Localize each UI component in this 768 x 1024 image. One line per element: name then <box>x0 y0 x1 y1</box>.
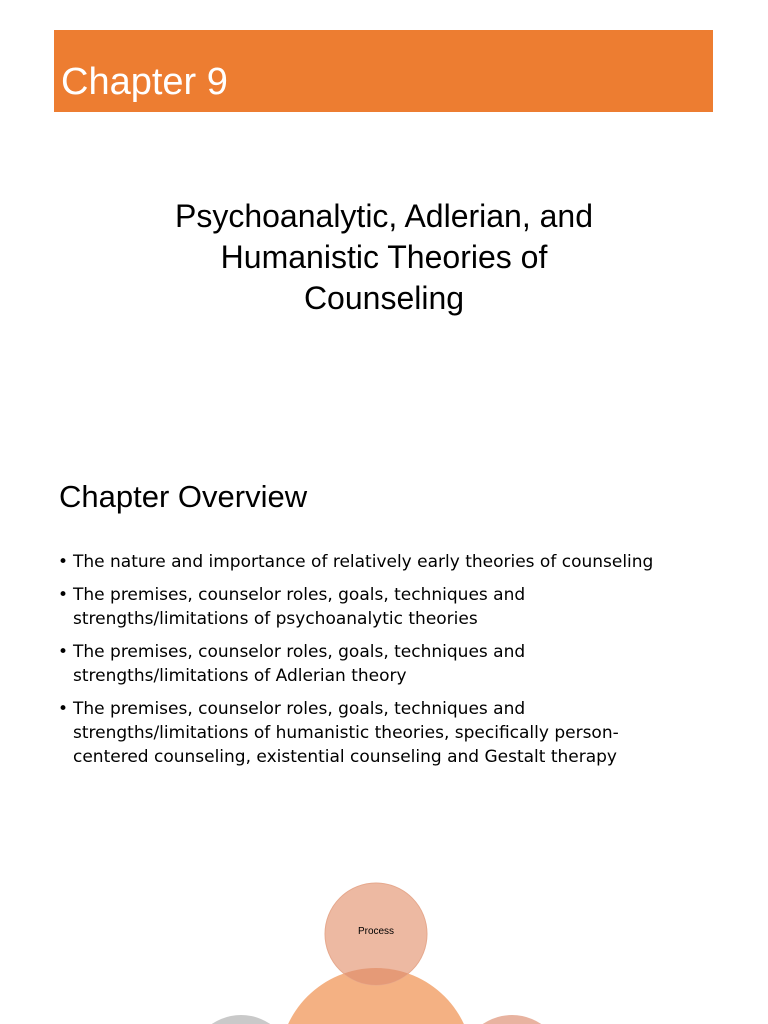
process-diagram <box>0 860 768 1024</box>
subtitle-line: Counseling <box>303 280 465 316</box>
bullet-icon: • <box>58 585 69 605</box>
bullet-icon: • <box>58 642 69 662</box>
right-circle <box>460 1015 564 1024</box>
list-item <box>58 583 718 631</box>
bullet-text: The nature and importance of relatively early theories of counseling <box>73 552 654 572</box>
bullet-text: The premises, counselor roles, goals, techniques and <box>73 699 526 719</box>
bullet-text: strengths/limitations of Adlerian theory <box>73 666 407 686</box>
bullet-text: strengths/limitations of psychoanalytic theories <box>73 609 478 629</box>
subtitle-line: Psychoanalytic, Adlerian, and <box>174 198 594 234</box>
chapter-title: Chapter 9 <box>61 61 228 103</box>
bullet-text: strengths/limitations of humanistic theories, specifically person- <box>73 723 619 743</box>
bullet-text: The premises, counselor roles, goals, techniques and <box>73 642 526 662</box>
list-item <box>58 550 718 574</box>
chapter-banner <box>54 30 713 112</box>
overview-bullet-list <box>58 550 718 778</box>
bullet-text: The premises, counselor roles, goals, techniques and <box>73 585 526 605</box>
slide-subtitle <box>100 196 668 319</box>
list-item <box>58 697 718 769</box>
diagram-svg <box>0 860 768 1024</box>
subtitle-line: Humanistic Theories of <box>220 239 548 275</box>
bullet-icon: • <box>58 699 69 719</box>
process-label: Process <box>357 926 395 937</box>
list-item <box>58 640 718 688</box>
bullet-text: centered counseling, existential counseling and Gestalt therapy <box>73 747 617 767</box>
left-circle <box>189 1015 293 1024</box>
overview-heading: Chapter Overview <box>59 479 308 514</box>
bullet-icon: • <box>58 552 69 572</box>
